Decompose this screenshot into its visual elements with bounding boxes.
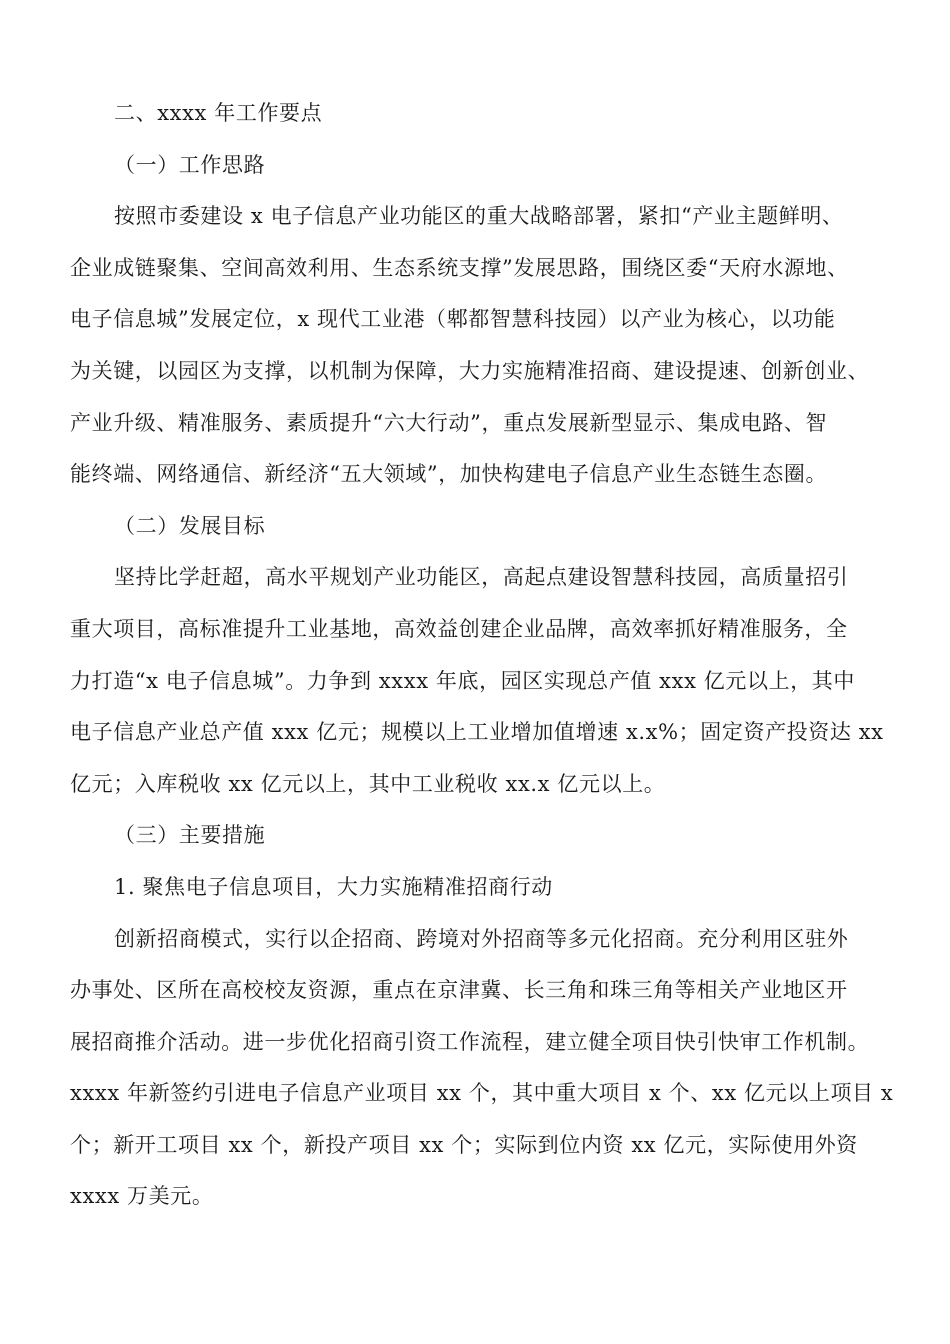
subsection-heading: （一）工作思路 (114, 152, 266, 177)
paragraph-line: 创新招商模式，实行以企招商、跨境对外招商等多元化招商。充分利用区驻外 (114, 926, 849, 951)
paragraph-line: 为关键，以园区为支撑，以机制为保障，大力实施精准招商、建设提速、创新创业、 (70, 358, 870, 383)
paragraph-line: 电子信息城”发展定位，x 现代工业港（郫都智慧科技园）以产业为核心，以功能 (70, 307, 836, 332)
paragraph-line: 按照市委建设 x 电子信息产业功能区的重大战略部署，紧扣“产业主题鲜明、 (114, 204, 844, 229)
measure-heading: 1. 聚焦电子信息项目，大力实施精准招商行动 (114, 874, 553, 899)
subsection-heading: （二）发展目标 (114, 513, 266, 538)
paragraph-line: 力打造“x 电子信息城”。力争到 xxxx 年底，园区实现总产值 xxx 亿元以上，其中 (70, 668, 855, 693)
paragraph-line: 亿元；入库税收 xx 亿元以上，其中工业税收 xx.x 亿元以上。 (70, 771, 666, 796)
paragraph-line: 坚持比学赶超，高水平规划产业功能区，高起点建设智慧科技园，高质量招引 (114, 565, 849, 590)
paragraph-line: 能终端、网络通信、新经济“五大领域”，加快构建电子信息产业生态链生态圈。 (70, 462, 828, 487)
paragraph-line: 电子信息产业总产值 xxx 亿元；规模以上工业增加值增速 x.x%；固定资产投资达 xx (70, 720, 884, 745)
paragraph-line: xxxx 万美元。 (70, 1184, 214, 1209)
paragraph-line: xxxx 年新签约引进电子信息产业项目 xx 个，其中重大项目 x 个、xx 亿元以上项目 x (70, 1081, 894, 1106)
paragraph-line: 重大项目，高标准提升工业基地，高效益创建企业品牌，高效率抓好精准服务，全 (70, 616, 848, 641)
paragraph-line: 企业成链聚集、空间高效利用、生态系统支撑”发展思路，围绕区委“天府水源地、 (70, 255, 849, 280)
paragraph-line: 展招商推介活动。进一步优化招商引资工作流程，建立健全项目快引快审工作机制。 (70, 1029, 870, 1054)
paragraph-line: 个；新开工项目 xx 个，新投产项目 xx 个；实际到位内资 xx 亿元，实际使用外资 (70, 1132, 858, 1157)
section-heading: 二、xxxx 年工作要点 (114, 101, 323, 125)
paragraph-line: 产业升级、精准服务、素质提升“六大行动”，重点发展新型显示、集成电路、智 (70, 410, 828, 435)
subsection-heading: （三）主要措施 (114, 823, 266, 848)
paragraph-line: 办事处、区所在高校校友资源，重点在京津冀、长三角和珠三角等相关产业地区开 (70, 978, 848, 1003)
